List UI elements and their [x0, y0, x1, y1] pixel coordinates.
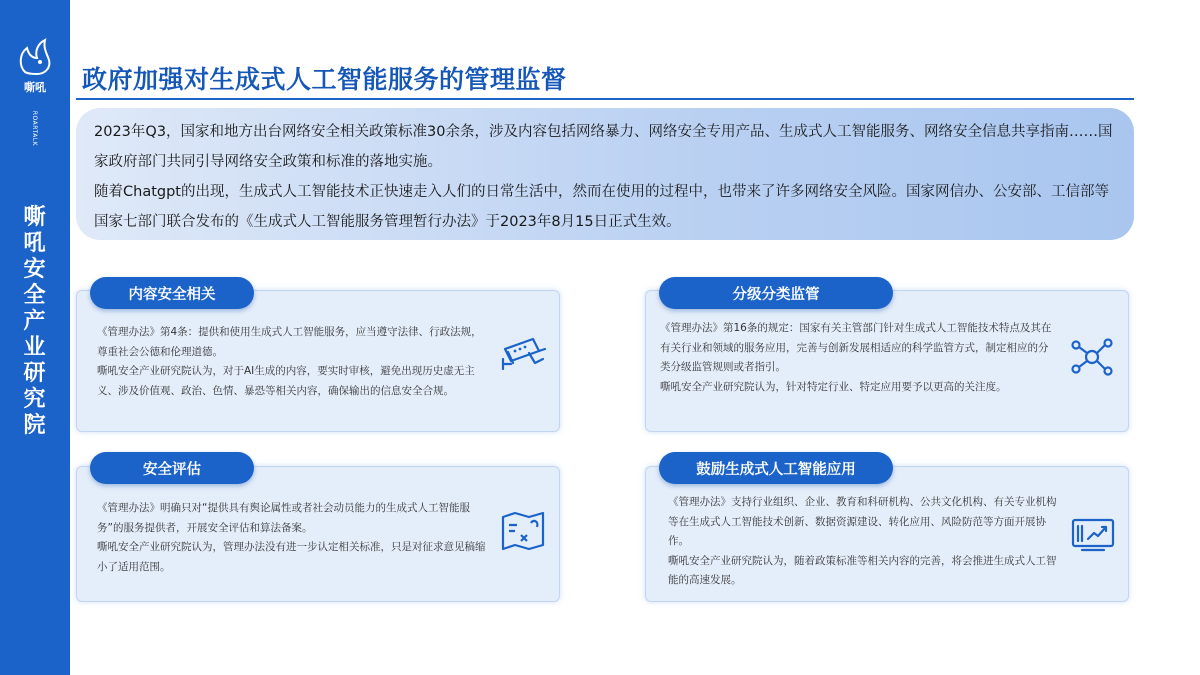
mascot-logo-icon	[13, 36, 57, 80]
vertical-char: 业	[23, 335, 47, 360]
intro-paragraph: 随着Chatgpt的出现，生成式人工智能技术正快速走入人们的日常生活中，然而在使用的过程中，也带来了许多网络安全风险。国家网信办、公安部、工信部等国家七部门联合发布的《生成式人工智能服务管理暂行办法》于2023年8月15日正式生效。	[94, 184, 1109, 230]
sidebar	[0, 0, 70, 675]
logo-en-text: ROARTALK	[31, 110, 39, 146]
card-paragraph: 《管理办法》第4条：提供和使用生成式人工智能服务，应当遵守法律、行政法规，尊重社会公德和伦理道德。	[97, 326, 482, 358]
card-paragraph: 嘶吼安全产业研究院认为，对于AI生成的内容，要实时审核，避免出现历史虚无主义、涉及价值观、政治、色情、暴恐等相关内容，确保输出的信息安全合规。	[97, 365, 475, 397]
badge-content-security: 内容安全相关	[90, 277, 254, 309]
vertical-char: 嘶	[23, 205, 47, 230]
vertical-char: 院	[23, 413, 47, 438]
badge-security-assessment: 安全评估	[90, 452, 254, 484]
card-grading-supervision	[645, 290, 1129, 432]
chart-monitor-icon	[1070, 517, 1116, 553]
card-paragraph: 《管理办法》支持行业组织、企业、教育和科研机构、公共文化机构、有关专业机构等在生成式人工智能技术创新、数据资源建设、转化应用、风险防范等方面开展协作。	[668, 496, 1057, 547]
vertical-char: 全	[23, 283, 47, 308]
vertical-char: 究	[23, 387, 47, 412]
card-content-security	[76, 290, 560, 432]
title-divider	[76, 98, 1134, 100]
cctv-camera-icon	[499, 335, 549, 375]
card-security-assessment	[76, 466, 560, 602]
card-paragraph: 嘶吼安全产业研究院认为，管理办法没有进一步认定相关标准，只是对征求意见稿缩小了适用范围。	[97, 541, 486, 573]
vertical-char: 产	[23, 309, 47, 334]
sidebar-vertical-title	[0, 205, 70, 439]
card-paragraph: 嘶吼安全产业研究院认为，随着政策标准等相关内容的完善，将会推进生成式人工智能的高速发展。	[668, 554, 1057, 586]
vertical-char: 吼	[23, 231, 47, 256]
card-paragraph: 嘶吼安全产业研究院认为，针对特定行业、特定应用要予以更高的关注度。	[660, 380, 1007, 393]
badge-grading-supervision: 分级分类监管	[659, 277, 893, 309]
card-encourage-application	[645, 466, 1129, 602]
vertical-char: 研	[23, 361, 47, 386]
card-paragraph: 《管理办法》第16条的规定：国家有关主管部门针对生成式人工智能技术特点及其在有关行业和领域的服务应用，完善与创新发展相适应的科学监管方式，制定相应的分类分级监管规则或者指引。	[660, 322, 1052, 373]
card-paragraph: 《管理办法》明确只对“提供具有舆论属性或者社会动员能力的生成式人工智能服务”的服务提供者，开展安全评估和算法备案。	[97, 502, 470, 534]
vertical-char: 安	[23, 257, 47, 282]
network-hub-icon	[1068, 335, 1116, 379]
map-plan-icon	[499, 511, 547, 551]
intro-paragraph: 2023年Q3，国家和地方出台网络安全相关政策标准30余条，涉及内容包括网络暴力、网络安全专用产品、生成式人工智能服务、网络安全信息共享指南……国家政府部门共同引导网络安全政策和标准的落地实施。	[94, 124, 1113, 170]
roartalk-logo	[13, 36, 57, 148]
badge-encourage-application: 鼓励生成式人工智能应用	[659, 452, 893, 484]
page-title: 政府加强对生成式人工智能服务的管理监督	[82, 65, 567, 94]
logo-cn-text: 嘶吼	[24, 81, 46, 94]
intro-panel	[76, 108, 1134, 240]
